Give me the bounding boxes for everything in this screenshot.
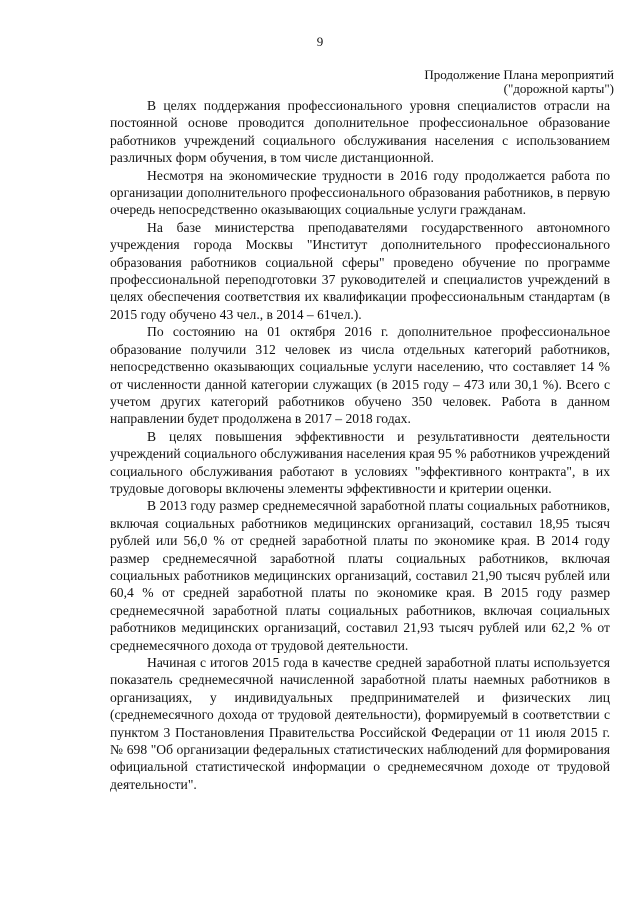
paragraph-moscow-institute: На базе министерства преподавателями государственного автономного учреждения города Москвы "Институт дополнительного профессионального образования работников социальной сферы" проведено обучение по программе профессиональной переподготовки 37 руководителей и специалистов учреждений в целях обеспечения соответствия их квалификации профессиональным стандартам (в 2015 году обучено 43 чел., в 2014 – 61чел.).	[110, 219, 610, 322]
paragraph-training: В целях поддержания профессионального уровня специалистов отрасли на постоянной основе проводится дополнительное профессиональное образование работников учреждений социального обслуживания населения с использованием различных форм обучения, в том числе дистанционной.	[110, 98, 610, 166]
paragraph-october-2016-status: По состоянию на 01 октября 2016 г. дополнительное профессиональное образование получили 312 человек из числа отдельных категорий работников, непосредственно оказывающих социальные услуги населению, что составляет 14 % от численности данной категории служащих (в 2015 году – 473 или 30,1 %). Всего с учетом других категорий работников обучено 350 человек. Работа в данном направлении будет продолжена в 2017 – 2018 годах.	[110, 324, 610, 427]
running-header-line-1: Продолжение Плана мероприятий	[424, 67, 614, 82]
running-header	[314, 68, 614, 96]
paragraph-average-salary-method: Начиная с итогов 2015 года в качестве средней заработной платы используется показатель среднемесячной начисленной заработной платы наемных работников в организациях, у индивидуальных предпринимателей и физических лиц (среднемесячного дохода от трудовой деятельности), формируемый в соответствии с пунктом 3 Постановления Правительства Российской Федерации от 11 июля 2015 г. № 698 "Об организации федеральных статистических наблюдений для формирования официальной статистической информации о среднемесячном доходе от трудовой деятельности".	[110, 655, 610, 792]
document-body	[110, 97, 610, 793]
paragraph-effective-contract: В целях повышения эффективности и результативности деятельности учреждений социального обслуживания населения края 95 % работников учреждений социального обслуживания работают в условиях "эффективного контракта", в их трудовые договоры включены элементы эффективности и критерии оценки.	[110, 428, 610, 496]
paragraph-economic-difficulties: Несмотря на экономические трудности в 2016 году продолжается работа по организации дополнительного профессионального образования работников, в первую очередь непосредственно оказывающих социальные услуги гражданам.	[110, 167, 610, 218]
running-header-line-2: ("дорожной карты")	[503, 81, 614, 96]
paragraph-salary-2013-2015: В 2013 году размер среднемесячной заработной платы социальных работников, включая социальных работников медицинских организаций, составил 18,95 тысяч рублей или 56,0 % от средней заработной платы по экономике края. В 2014 году размер среднемесячной заработной платы социальных работников, включая социальных работников медицинских организаций, составил 21,90 тысяч рублей или 60,4 % от средней заработной платы по экономике края. В 2015 году размер среднемесячной заработной платы социальных работников, включая социальных работников медицинских организаций, составил 21,93 тысяч рублей или 62,2 % от среднемесячного дохода от трудовой деятельности.	[110, 498, 610, 653]
page-number: 9	[316, 34, 324, 49]
